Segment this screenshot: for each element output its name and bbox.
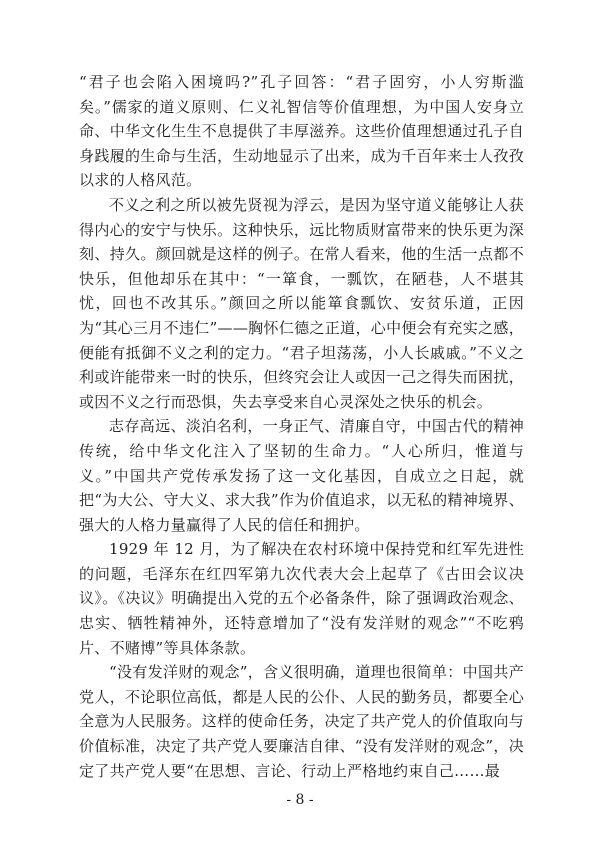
paragraph: “没有发洋财的观念”，含义很明确，道理也很简单：中国共产党人，不论职位高低，都是人民的公仆、人民的勤务员，都要全心全意为人民服务。这样的使命任务，决定了共产党人的价值取向与价值标准，决定了共产党人要廉洁自律、“没有发洋财的观念”，决定了共产党人要“在思想、言论、行动上严格地约束自己……最 — [79, 663, 524, 780]
page-number: - 8 - — [286, 792, 314, 808]
paragraph: 志存高远、淡泊名利，一身正气、清廉自守，中国古代的精神传统，给中华文化注入了坚韧的生命力。“人心所归，惟道与义。”中国共产党传承发扬了这一文化基因，自成立之日起，就把“为大公、守大义、求大我”作为价值追求，以无私的精神境界、强大的人格力量赢得了人民的信任和拥护。 — [79, 417, 524, 534]
paragraph: 1929 年 12 月，为了解决在农村环境中保持党和红军先进性的问题，毛泽东在红四军第九次代表大会上起草了《古田会议决议》。《决议》明确提出入党的五个必备条件，除了强调政治观念、忠实、牺牲精神外，还特意增加了“没有发洋财的观念”“不吃鸦片、不赌博”等具体条款。 — [79, 540, 524, 657]
paragraph: 不义之利之所以被先贤视为浮云，是因为坚守道义能够让人获得内心的安宁与快乐。这种快乐，远比物质财富带来的快乐更为深刻、持久。颜回就是这样的例子。在常人看来，他的生活一点都不快乐，但他却乐在其中：“一箪食，一瓢饮，在陋巷，人不堪其忧，回也不改其乐。”颜回之所以能箪食瓢饮、安贫乐道，正因为“其心三月不违仁”——胸怀仁德之正道，心中便会有充实之感，便能有抵御不义之利的定力。“君子坦荡荡，小人长戚戚。”不义之利或许能带来一时的快乐，但终究会让人或因一己之得失而困扰，或因不义之行而恐惧，失去享受来自心灵深处之快乐的机会。 — [79, 195, 524, 411]
document-body — [79, 70, 524, 783]
paragraph: “君子也会陷入困境吗?”孔子回答：“君子固穷，小人穷斯滥矣。”儒家的道义原则、仁义礼智信等价值理想，为中国人安身立命、中华文化生生不息提供了丰厚滋养。这些价值理想通过孔子自身践履的生命与生活，生动地显示了出来，成为千百年来士人孜孜以求的人格风范。 — [79, 73, 524, 190]
page-footer — [0, 791, 600, 809]
